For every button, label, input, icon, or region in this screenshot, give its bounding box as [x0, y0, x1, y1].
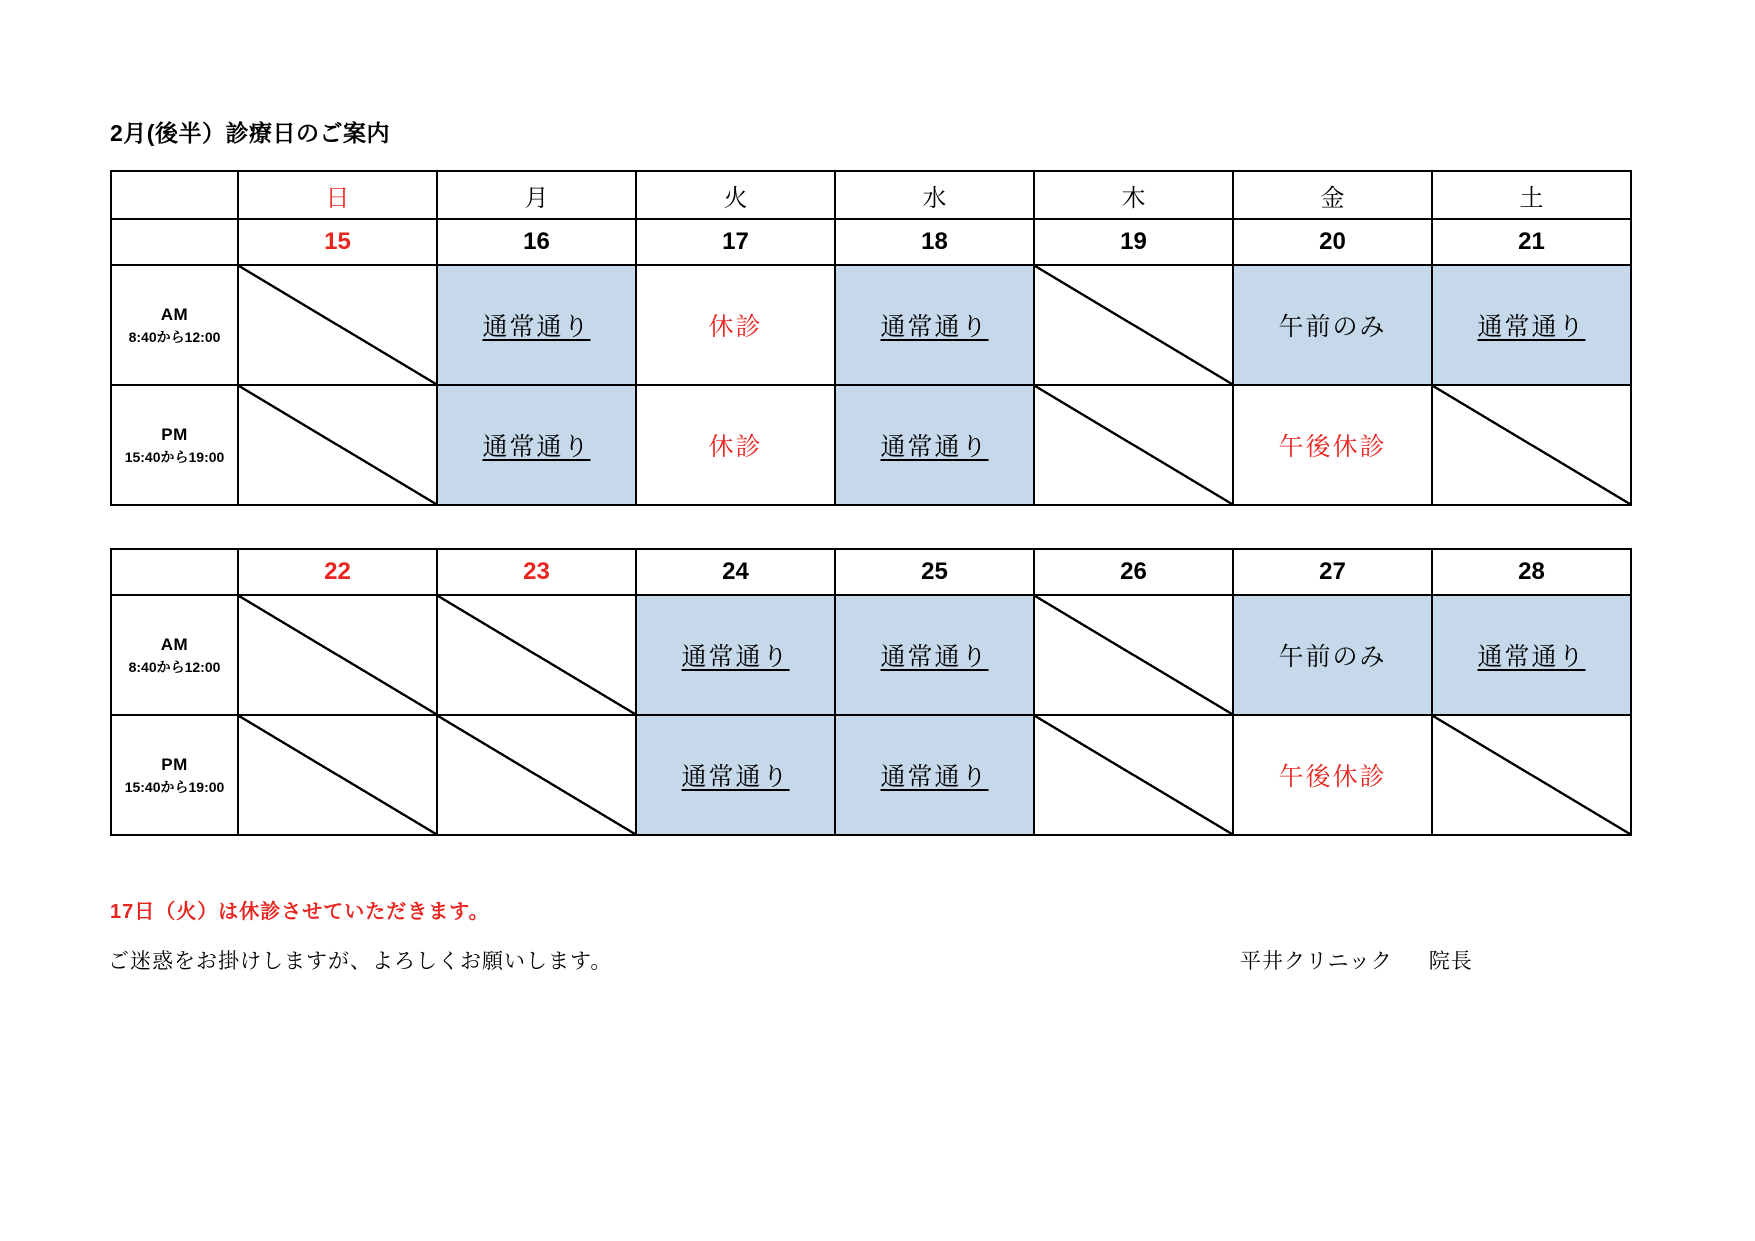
schedule-cell — [1233, 715, 1432, 835]
weekday-label: 月 — [524, 184, 549, 212]
schedule-cell-text: 通常通り — [482, 313, 591, 341]
schedule-cell-text: 通常通り — [1477, 643, 1586, 671]
date-cell — [1034, 219, 1233, 265]
date-row-week2 — [111, 549, 1631, 595]
schedule-cell-text: 通常通り — [880, 313, 989, 341]
schedule-cell-closed — [437, 715, 636, 835]
slot-hours: 15:40から19:00 — [124, 449, 225, 465]
schedule-cell — [835, 595, 1034, 715]
slot-name: PM — [161, 755, 188, 774]
date-cell — [238, 219, 437, 265]
slot-hours: 8:40から12:00 — [128, 659, 221, 675]
schedule-cell-closed — [1432, 715, 1631, 835]
corner-cell — [111, 219, 238, 265]
schedule-cell-text: 通常通り — [482, 433, 591, 461]
date-cell — [1034, 549, 1233, 595]
schedule-cell-text: 通常通り — [681, 763, 790, 791]
date-cell — [1432, 219, 1631, 265]
page-title: 2月(後半）診療日のご案内 — [110, 120, 390, 146]
schedule-cell — [636, 715, 835, 835]
schedule-cell-closed — [1034, 385, 1233, 505]
schedule-cell — [1233, 385, 1432, 505]
closure-notice: 17日（火）は休診させていただきます。 — [110, 901, 490, 923]
schedule-cell — [1233, 595, 1432, 715]
schedule-cell-closed — [238, 715, 437, 835]
schedule-cell-closed — [1034, 265, 1233, 385]
schedule-cell-text: 休診 — [708, 313, 763, 341]
clinic-name: 平井クリニック — [1240, 950, 1393, 973]
schedule-cell-text: 通常通り — [880, 643, 989, 671]
weekday-label: 金 — [1320, 184, 1345, 212]
signer-title: 院長 — [1428, 950, 1473, 973]
schedule-cell-text: 通常通り — [1477, 313, 1586, 341]
date-cell — [835, 219, 1034, 265]
date-cell — [1233, 219, 1432, 265]
date-label: 19 — [1120, 228, 1147, 255]
slot-header-pm — [111, 385, 238, 505]
pm-row-week1 — [111, 385, 1631, 505]
date-label: 18 — [921, 228, 948, 255]
schedule-table-week1 — [110, 170, 1632, 506]
am-row-week1 — [111, 265, 1631, 385]
slot-header-pm — [111, 715, 238, 835]
weekday-sat — [1432, 171, 1631, 219]
schedule-cell — [835, 715, 1034, 835]
schedule-cell-text: 午前のみ — [1278, 313, 1387, 341]
date-cell — [1233, 549, 1432, 595]
schedule-cell-closed — [238, 385, 437, 505]
slot-header-am — [111, 265, 238, 385]
date-label: 23 — [523, 558, 550, 585]
weekday-wed — [835, 171, 1034, 219]
schedule-cell-closed — [238, 265, 437, 385]
schedule-cell — [437, 265, 636, 385]
slot-header-am — [111, 595, 238, 715]
date-label: 26 — [1120, 558, 1147, 585]
weekday-label: 土 — [1519, 184, 1544, 212]
schedule-cell-text: 午後休診 — [1278, 763, 1387, 791]
date-label: 20 — [1319, 228, 1346, 255]
schedule-cell — [1432, 265, 1631, 385]
date-cell — [835, 549, 1034, 595]
pm-row-week2 — [111, 715, 1631, 835]
schedule-cell — [636, 385, 835, 505]
schedule-cell — [1233, 265, 1432, 385]
weekday-sun — [238, 171, 437, 219]
weekday-tue — [636, 171, 835, 219]
schedule-cell-closed — [1034, 595, 1233, 715]
schedule-cell — [1432, 595, 1631, 715]
date-row-week1 — [111, 219, 1631, 265]
schedule-cell-text: 通常通り — [880, 433, 989, 461]
schedule-cell — [437, 385, 636, 505]
schedule-cell — [636, 595, 835, 715]
date-label: 24 — [722, 558, 749, 585]
weekday-label: 日 — [325, 184, 350, 212]
date-cell — [636, 219, 835, 265]
date-cell — [437, 219, 636, 265]
date-cell — [1432, 549, 1631, 595]
schedule-cell-text: 通常通り — [681, 643, 790, 671]
date-label: 16 — [523, 228, 550, 255]
corner-cell — [111, 171, 238, 219]
schedule-table-week2 — [110, 548, 1632, 836]
schedule-cell-text: 午前のみ — [1278, 643, 1387, 671]
date-label: 27 — [1319, 558, 1346, 585]
date-label: 22 — [324, 558, 351, 585]
slot-name: AM — [160, 305, 189, 324]
date-label: 15 — [324, 228, 351, 255]
am-row-week2 — [111, 595, 1631, 715]
schedule-cell-closed — [1034, 715, 1233, 835]
slot-name: AM — [160, 635, 189, 654]
schedule-cell-text: 休診 — [708, 433, 763, 461]
date-cell — [437, 549, 636, 595]
weekday-label: 水 — [922, 184, 947, 212]
schedule-cell — [835, 265, 1034, 385]
schedule-cell-closed — [1432, 385, 1631, 505]
date-label: 28 — [1518, 558, 1545, 585]
date-label: 17 — [722, 228, 749, 255]
slot-hours: 8:40から12:00 — [128, 329, 221, 345]
weekday-thu — [1034, 171, 1233, 219]
weekday-mon — [437, 171, 636, 219]
date-label: 25 — [921, 558, 948, 585]
schedule-cell-closed — [238, 595, 437, 715]
schedule-cell-closed — [437, 595, 636, 715]
schedule-cell-text: 午後休診 — [1278, 433, 1387, 461]
schedule-cell-text: 通常通り — [880, 763, 989, 791]
slot-name: PM — [161, 425, 188, 444]
schedule-cell — [636, 265, 835, 385]
date-label: 21 — [1518, 228, 1545, 255]
weekday-header-row — [111, 171, 1631, 219]
date-cell — [636, 549, 835, 595]
weekday-label: 木 — [1121, 184, 1146, 212]
weekday-fri — [1233, 171, 1432, 219]
slot-hours: 15:40から19:00 — [124, 779, 225, 795]
corner-cell — [111, 549, 238, 595]
apology-text: ご迷惑をお掛けしますが、よろしくお願いします。 — [108, 950, 613, 973]
schedule-cell — [835, 385, 1034, 505]
weekday-label: 火 — [723, 184, 748, 212]
signature — [1240, 945, 1473, 975]
date-cell — [238, 549, 437, 595]
